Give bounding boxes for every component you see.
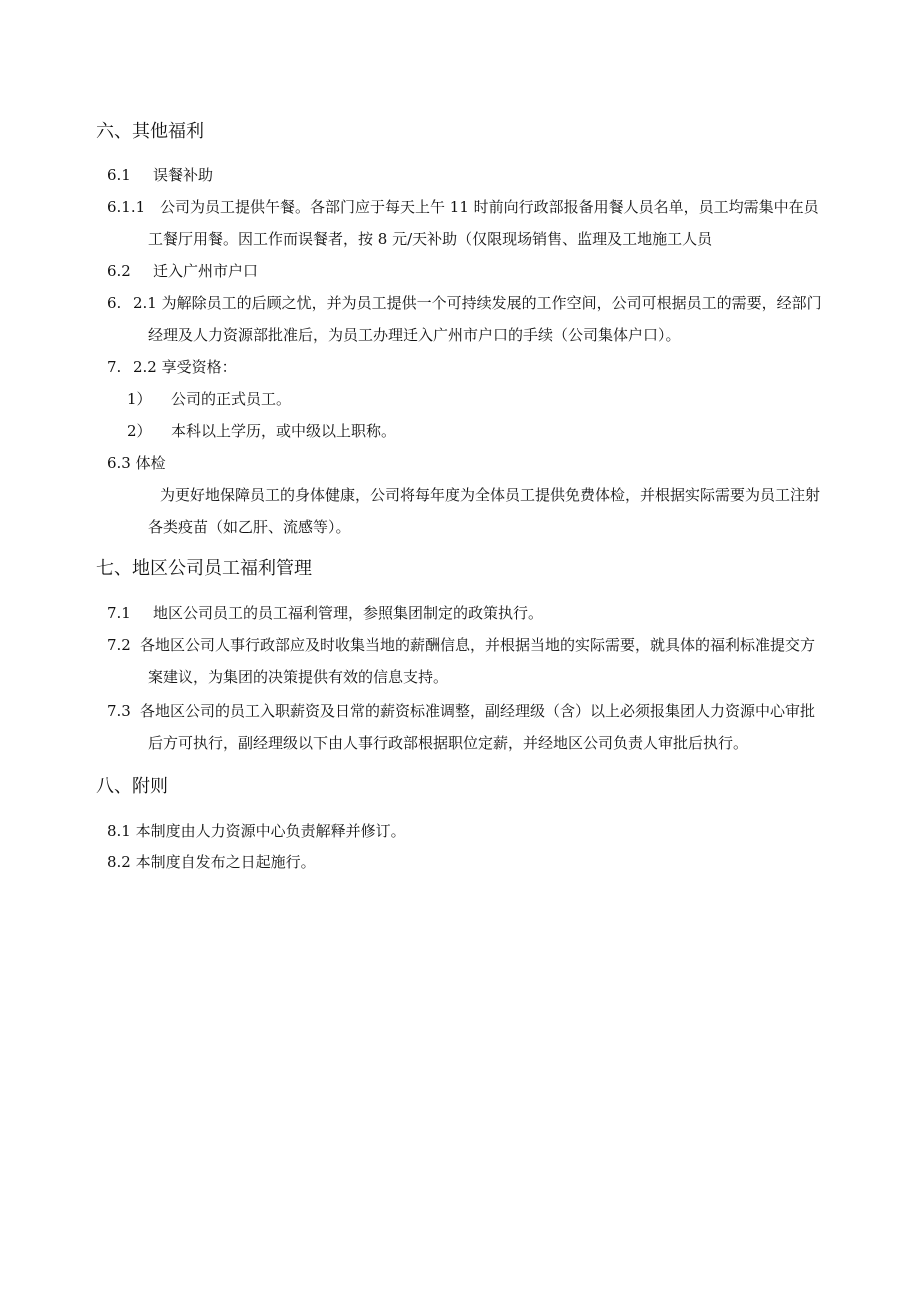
item-6-2-1-number: 6. [107, 294, 122, 312]
item-6-3-heading: 6.3 体检 [107, 454, 166, 472]
item-7-2-line-2: 案建议，为集团的决策提供有效的信息支持。 [148, 668, 449, 686]
item-7-2-line-1: 各地区公司人事行政部应及时收集当地的薪酬信息，并根据当地的实际需要，就具体的福利标准提交方 [140, 636, 816, 654]
item-7-1-text: 地区公司员工的员工福利管理，参照集团制定的政策执行。 [153, 604, 544, 622]
section-8-title: 八、附则 [96, 776, 168, 797]
item-7-3-line-1: 各地区公司的员工入职薪资及日常的薪资标准调整，副经理级（含）以上必须报集团人力资源中心审批 [140, 702, 816, 720]
item-6-2-2-text: 2.2 享受资格： [133, 358, 237, 376]
item-6-2-1-line-1: 2.1 为解除员工的后顾之忧，并为员工提供一个可持续发展的工作空间，公司可根据员工的需要，经部门 [133, 294, 822, 312]
qualification-2-text: 本科以上学历，或中级以上职称。 [171, 422, 397, 440]
item-8-2-text: 8.2 本制度自发布之日起施行。 [107, 853, 316, 871]
qualification-2-number: 2） [127, 422, 152, 440]
item-6-1-1-number: 6.1.1 [107, 198, 146, 216]
item-6-1-number: 6.1 [107, 166, 131, 184]
item-6-1-1-line-1: 公司为员工提供午餐。各部门应于每天上午 11 时前向行政部报备用餐人员名单，员工均需集中在员 [160, 198, 819, 216]
section-7-title: 七、地区公司员工福利管理 [96, 558, 312, 579]
item-6-2-2-number: 7. [107, 358, 122, 376]
item-6-1-1-line-2: 工餐厅用餐。因工作而误餐者，按 8 元/天补助（仅限现场销售、监理及工地施工人员 [148, 230, 713, 248]
qualification-1-number: 1） [127, 390, 152, 408]
item-7-1-number: 7.1 [107, 604, 131, 622]
section-6-title: 六、其他福利 [96, 121, 204, 142]
item-8-1-text: 8.1 本制度由人力资源中心负责解释并修订。 [107, 822, 406, 840]
item-6-2-1-line-2: 经理及人力资源部批准后，为员工办理迁入广州市户口的手续（公司集体户口）。 [148, 326, 681, 344]
item-7-2-number: 7.2 [107, 636, 131, 654]
item-6-1-text: 误餐补助 [153, 166, 214, 184]
item-6-3-line-1: 为更好地保障员工的身体健康，公司将每年度为全体员工提供免费体检，并根据实际需要为员工注射 [160, 486, 821, 504]
qualification-1-text: 公司的正式员工。 [171, 390, 292, 408]
item-7-3-line-2: 后方可执行，副经理级以下由人事行政部根据职位定薪，并经地区公司负责人审批后执行。 [148, 734, 749, 752]
item-6-3-line-2: 各类疫苗（如乙肝、流感等）。 [148, 518, 351, 536]
item-7-3-number: 7.3 [107, 702, 131, 720]
item-6-2-number: 6.2 [107, 262, 131, 280]
item-6-2-text: 迁入广州市户口 [153, 262, 259, 280]
